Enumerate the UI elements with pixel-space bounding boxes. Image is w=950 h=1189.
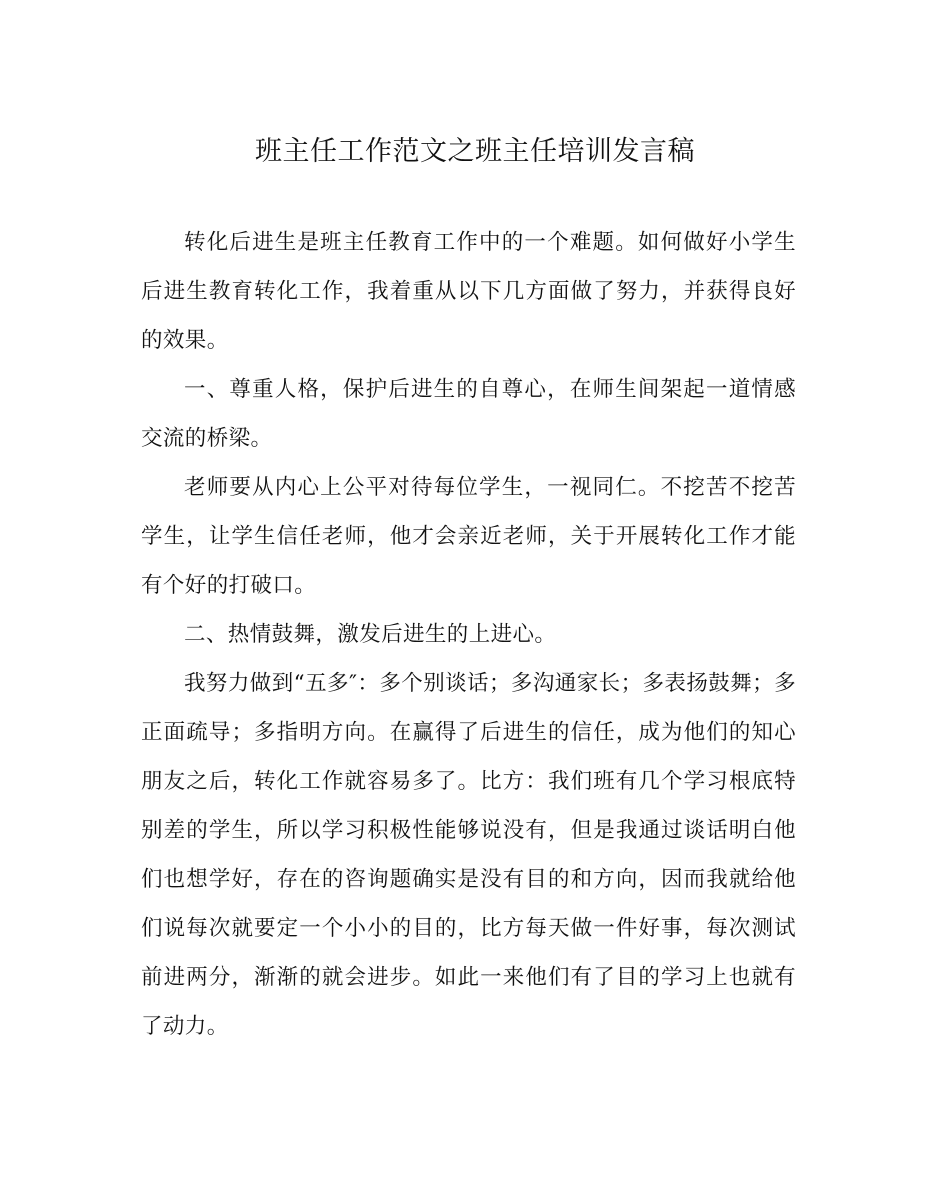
paragraph-section-one-heading: 一、尊重人格，保护后进生的自尊心，在师生间架起一道情感交流的桥梁。	[141, 377, 796, 451]
paragraph-section-two-heading: 二、热情鼓舞，激发后进生的上进心。	[184, 622, 557, 647]
document-body	[141, 218, 796, 1051]
paragraph-intro: 转化后进生是班主任教育工作中的一个难题。如何做好小学生后进生教育转化工作，我着重从以下几方面做了努力，并获得良好的效果。	[141, 230, 796, 353]
document-title: 班主任工作范文之班主任培训发言稿	[255, 136, 695, 167]
paragraph-section-two-body: 我努力做到“五多″：多个别谈话；多沟通家长；多表扬鼓舞；多正面疏导；多指明方向。在赢得了后进生的信任，成为他们的知心朋友之后，转化工作就容易多了。比方：我们班有几个学习根底特别差的学生，所以学习积极性能够说没有，但是我通过谈话明白他们也想学好，存在的咨询题确实是没有目的和方向，因而我就给他们说每次就要定一个小小的目的，比方每天做一件好事，每次测试前进两分，渐渐的就会进步。如此一来他们有了目的学习上也就有了动力。	[141, 671, 796, 1039]
paragraph-section-one-body: 老师要从内心上公平对待每位学生，一视同仁。不挖苦不挖苦学生，让学生信任老师，他才会亲近老师，关于开展转化工作才能有个好的打破口。	[141, 475, 796, 598]
